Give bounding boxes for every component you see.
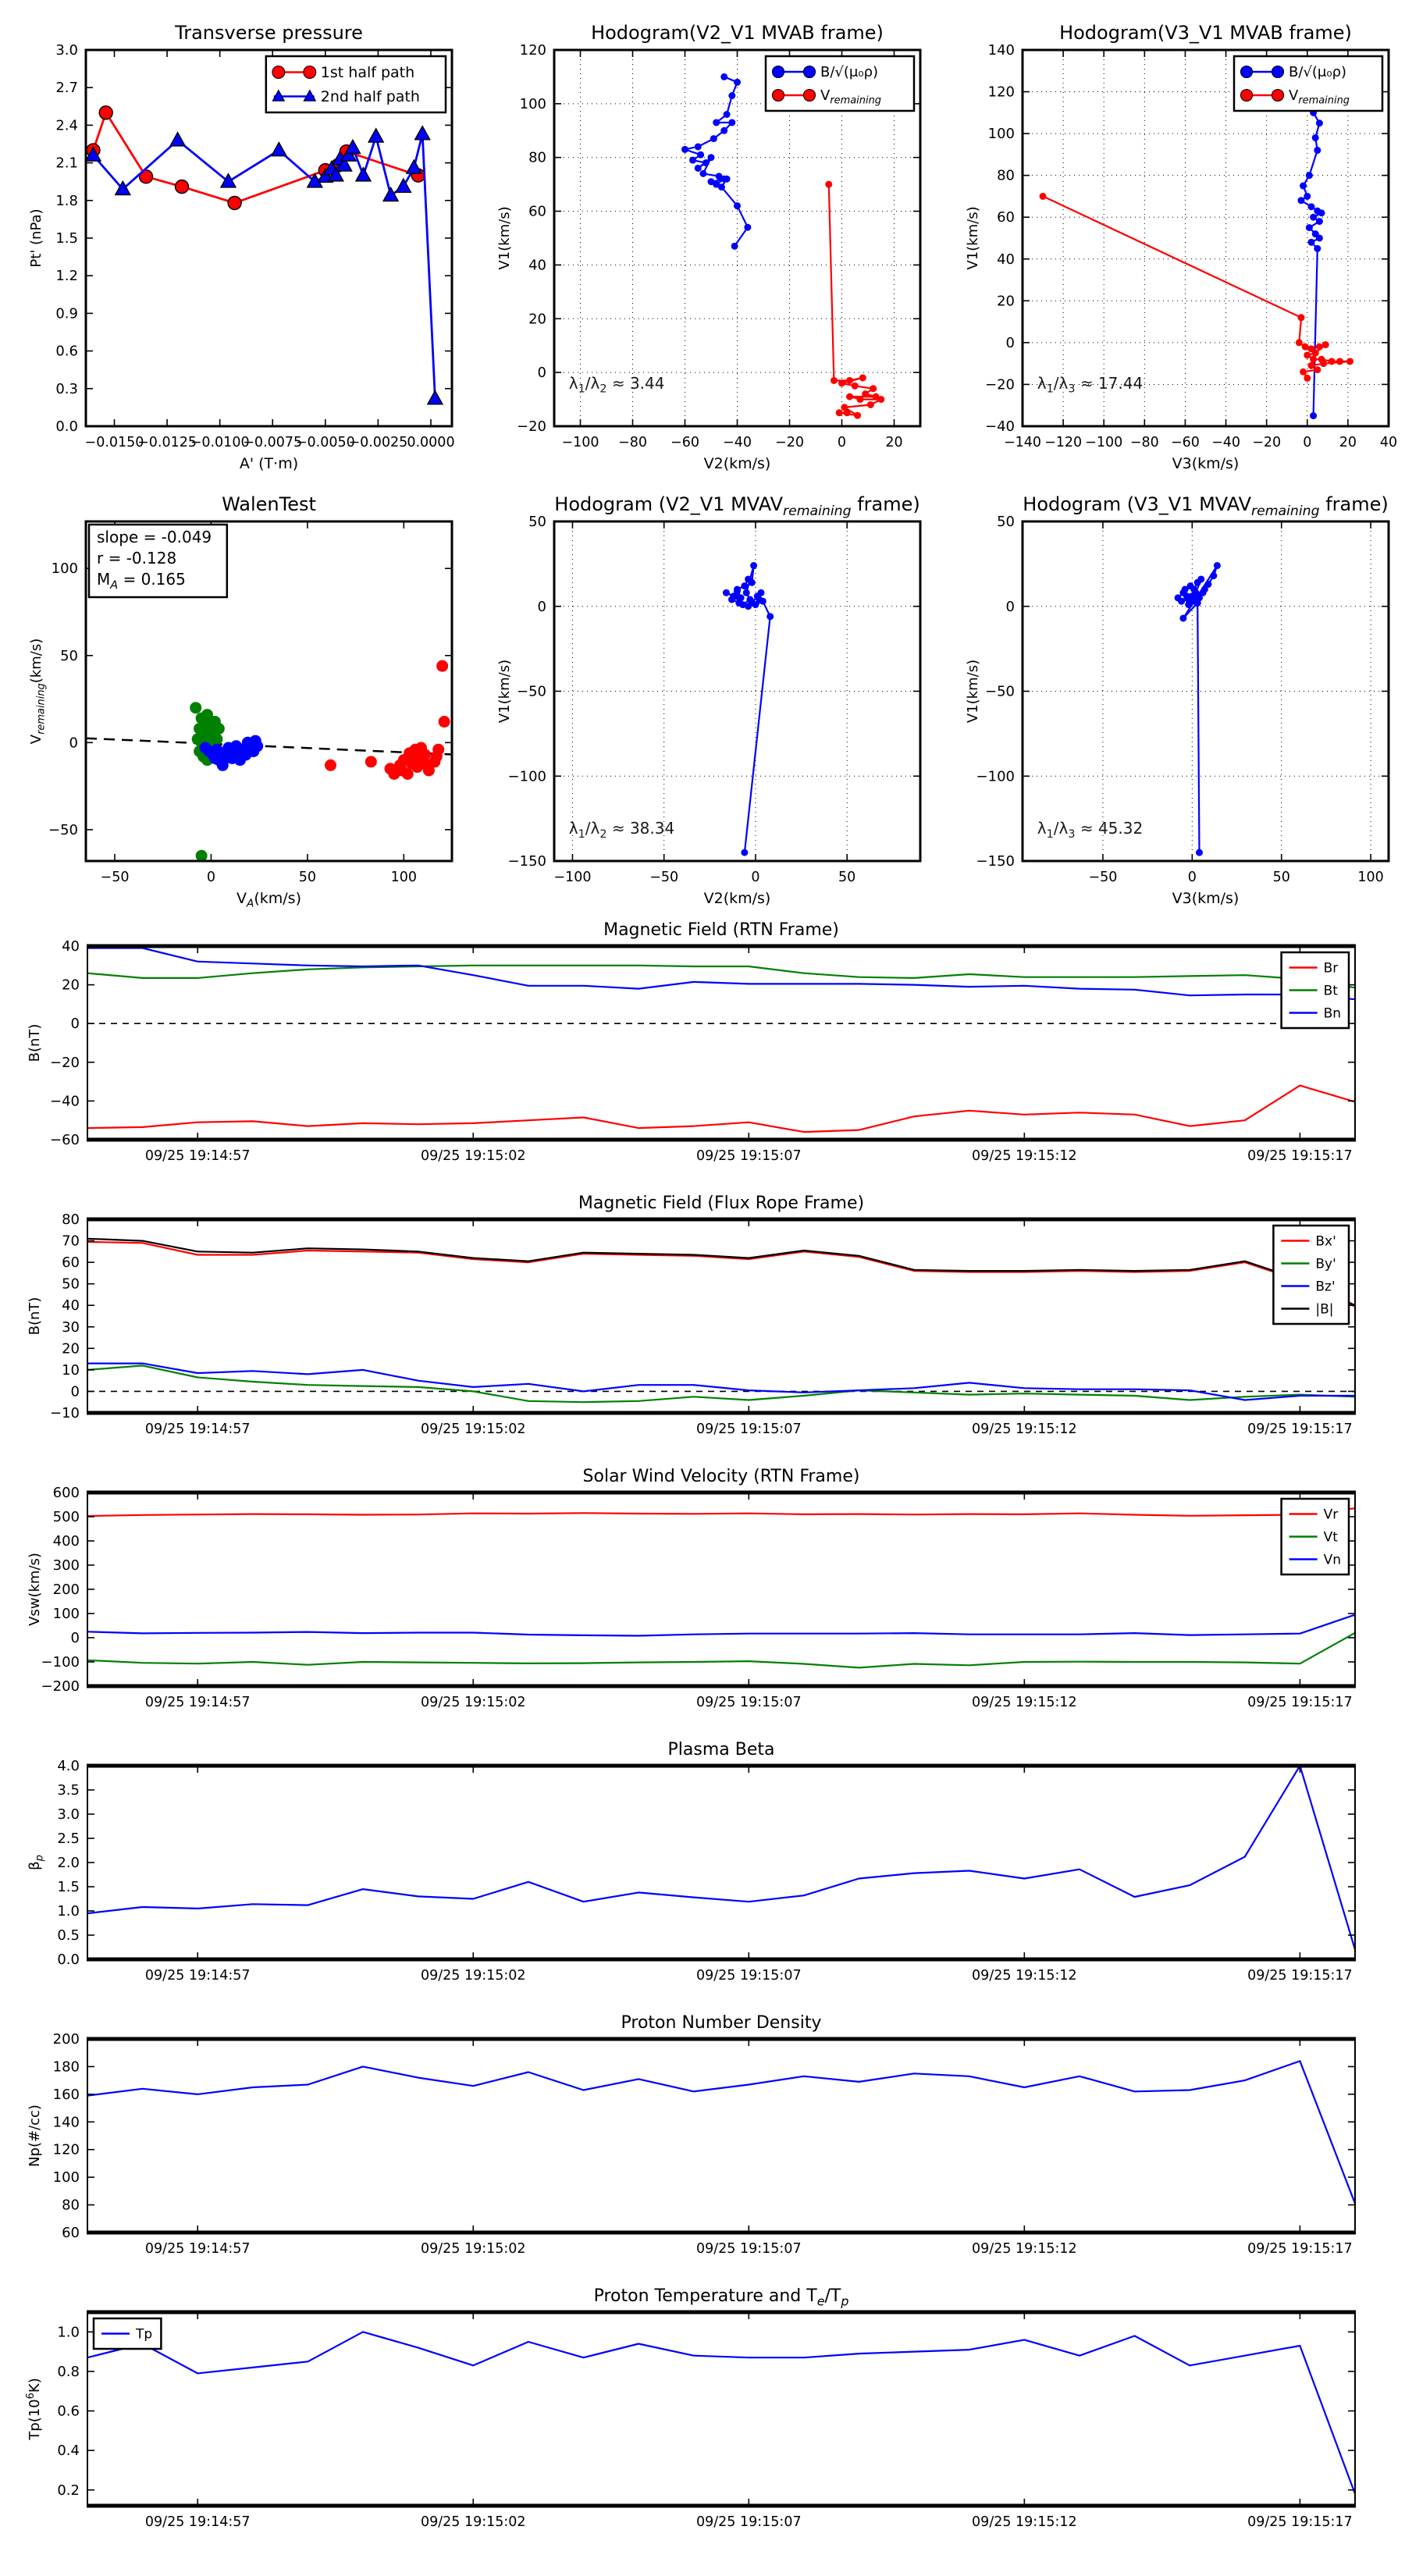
svg-text:−50: −50: [48, 821, 78, 838]
svg-text:120: 120: [987, 84, 1015, 101]
svg-text:−40: −40: [723, 435, 752, 450]
magnetic-field-flux-rope-plot: [22, 1187, 1386, 1452]
svg-text:λ1/λ2 ≈ 38.34: $\lambda_1/\lambda_2 \approx 38.34$: [568, 819, 675, 841]
chart-solar-wind-velocity: [22, 1460, 1386, 1725]
svg-text:0: 0: [837, 435, 847, 450]
proton-temperature-plot: [22, 2279, 1386, 2545]
svg-text:−100: −100: [561, 435, 599, 450]
svg-text:09/25 19:15:07: 09/25 19:15:07: [696, 1968, 802, 1984]
svg-text:0.2: 0.2: [57, 2482, 80, 2499]
svg-text:2.1: 2.1: [55, 155, 78, 172]
svg-text:−20: −20: [517, 418, 546, 435]
svg-text:80: 80: [62, 1212, 80, 1228]
svg-text:80: 80: [62, 2197, 80, 2214]
svg-text:B/√(μ₀ρ): B/√(μ₀ρ): [1289, 64, 1347, 81]
svg-text:09/25 19:15:17: 09/25 19:15:17: [1247, 1421, 1353, 1437]
svg-text:300: 300: [52, 1557, 80, 1574]
svg-text:−0.0075: −0.0075: [243, 435, 303, 450]
chart-walen-test: [23, 486, 464, 911]
svg-text:1.5: 1.5: [55, 230, 78, 247]
svg-text:−20: −20: [50, 1054, 80, 1071]
svg-text:400: 400: [52, 1533, 80, 1550]
svg-text:WalenTest: WalenTest: [222, 493, 316, 515]
svg-text:Hodogram(V2_V1 MVAB frame): Hodogram(V2_V1 MVAB frame): [591, 22, 884, 44]
svg-text:Bx': Bx': [1315, 1233, 1336, 1250]
svg-text:100: 100: [519, 95, 546, 112]
svg-text:09/25 19:15:17: 09/25 19:15:17: [1247, 1968, 1353, 1984]
svg-text:1.2: 1.2: [55, 268, 78, 285]
svg-text:09/25 19:14:57: 09/25 19:14:57: [144, 1148, 251, 1164]
svg-text:100: 100: [987, 126, 1015, 143]
svg-text:−100: −100: [41, 1654, 80, 1670]
svg-text:80: 80: [997, 167, 1015, 184]
solar-wind-velocity-plot: [22, 1460, 1386, 1725]
svg-text:100: 100: [1357, 870, 1384, 885]
svg-text:09/25 19:14:57: 09/25 19:14:57: [144, 2514, 251, 2530]
svg-text:80: 80: [528, 149, 546, 166]
svg-text:09/25 19:15:12: 09/25 19:15:12: [972, 2514, 1077, 2530]
svg-text:−50: −50: [1088, 870, 1118, 885]
svg-text:−40: −40: [1211, 435, 1241, 450]
svg-text:V1(km/s): V1(km/s): [496, 206, 513, 270]
svg-text:100: 100: [52, 1606, 80, 1622]
chart-hodogram-v3v1-mvav: [960, 486, 1401, 911]
svg-text:0: 0: [751, 870, 760, 885]
svg-text:30: 30: [62, 1318, 80, 1336]
chart-hodogram-v2v1-mvab: [492, 9, 933, 476]
svg-text:−80: −80: [1129, 435, 1159, 450]
svg-text:−60: −60: [50, 1132, 80, 1148]
svg-text:50: 50: [298, 870, 317, 885]
svg-text:3.0: 3.0: [57, 1806, 80, 1823]
svg-text:−0.0125: −0.0125: [137, 435, 197, 450]
svg-text:−20: −20: [985, 376, 1015, 393]
proton-number-density-plot: [22, 2006, 1386, 2272]
svg-text:0.0: 0.0: [55, 418, 78, 435]
svg-text:50: 50: [838, 870, 856, 885]
svg-text:09/25 19:15:02: 09/25 19:15:02: [420, 1148, 526, 1164]
svg-text:0.6: 0.6: [57, 2403, 80, 2420]
svg-text:−50: −50: [100, 870, 130, 885]
svg-text:0: 0: [1005, 334, 1015, 351]
svg-text:Vsw(km/s): Vsw(km/s): [27, 1553, 43, 1626]
svg-text:1.8: 1.8: [55, 192, 78, 209]
svg-text:100: 100: [390, 870, 417, 885]
svg-text:Bt: Bt: [1323, 983, 1338, 999]
svg-text:−140: −140: [1003, 435, 1042, 450]
hodogram-v2v1-mvav-plot: [492, 486, 933, 911]
svg-text:−100: −100: [553, 870, 592, 885]
svg-text:Vr: Vr: [1323, 1507, 1339, 1523]
svg-text:βp: $\beta_p$: [27, 1855, 46, 1870]
svg-text:50: 50: [997, 514, 1015, 530]
svg-text:Bz': Bz': [1315, 1279, 1336, 1295]
svg-text:Magnetic Field (RTN Frame): Magnetic Field (RTN Frame): [603, 920, 839, 940]
chart-plasma-beta: [22, 1733, 1386, 1998]
magnetic-field-rtn-plot: [22, 913, 1386, 1179]
svg-text:60: 60: [62, 2225, 80, 2241]
svg-text:0: 0: [70, 1016, 80, 1033]
svg-text:09/25 19:15:12: 09/25 19:15:12: [972, 1695, 1077, 1710]
svg-text:600: 600: [52, 1485, 80, 1501]
svg-text:−100: −100: [1085, 435, 1123, 450]
svg-text:4.0: 4.0: [57, 1758, 80, 1774]
svg-text:180: 180: [52, 2058, 80, 2076]
svg-text:40: 40: [62, 1297, 80, 1315]
svg-text:20: 20: [885, 435, 903, 450]
svg-text:2.4: 2.4: [55, 117, 78, 134]
svg-text:−60: −60: [1170, 435, 1200, 450]
hodogram-v2v1-mvab-plot: [492, 9, 933, 476]
svg-text:09/25 19:15:12: 09/25 19:15:12: [972, 1421, 1077, 1437]
svg-text:−20: −20: [1252, 435, 1282, 450]
svg-text:09/25 19:15:02: 09/25 19:15:02: [420, 2241, 526, 2257]
transverse-pressure-plot: [23, 9, 464, 476]
svg-text:2nd half path: 2nd half path: [320, 87, 420, 105]
svg-text:1.5: 1.5: [57, 1879, 80, 1895]
svg-text:1st half path: 1st half path: [320, 63, 415, 81]
svg-text:V1(km/s): V1(km/s): [965, 659, 981, 724]
svg-text:09/25 19:14:57: 09/25 19:14:57: [144, 2241, 251, 2257]
svg-text:Vt: Vt: [1323, 1529, 1338, 1546]
svg-text:Hodogram(V3_V1 MVAB frame): Hodogram(V3_V1 MVAB frame): [1059, 22, 1352, 44]
svg-text:3.5: 3.5: [57, 1782, 80, 1799]
svg-text:60: 60: [528, 203, 546, 220]
chart-hodogram-v3v1-mvab: [960, 9, 1401, 476]
svg-text:0: 0: [70, 1383, 80, 1400]
svg-text:Np(#/cc): Np(#/cc): [27, 2105, 43, 2167]
svg-text:0: 0: [1303, 435, 1312, 450]
svg-text:slope = -0.049: slope = -0.049: [97, 528, 212, 546]
svg-text:Proton Number Density: Proton Number Density: [621, 2013, 822, 2033]
svg-text:VA(km/s): $V_A(km/s)$: [237, 890, 301, 910]
svg-text:V3(km/s): V3(km/s): [1172, 455, 1240, 472]
svg-text:0: 0: [1005, 598, 1015, 615]
svg-text:−10: −10: [50, 1405, 80, 1421]
svg-text:−60: −60: [670, 435, 699, 450]
chart-proton-number-density: [22, 2006, 1386, 2272]
svg-text:0: 0: [70, 1630, 80, 1646]
svg-text:09/25 19:15:12: 09/25 19:15:12: [972, 1148, 1077, 1164]
svg-text:20: 20: [997, 293, 1015, 310]
svg-text:Solar Wind Velocity (RTN Frame: Solar Wind Velocity (RTN Frame): [582, 1467, 860, 1486]
svg-text:V1(km/s): V1(km/s): [496, 659, 513, 724]
svg-text:20: 20: [528, 311, 546, 328]
svg-text:Vremaining: $V_{remaining}$: [820, 87, 882, 107]
svg-text:λ1/λ3 ≈ 17.44: $\lambda_1/\lambda_3 \approx 17.44$: [1037, 373, 1144, 396]
svg-text:Bn: Bn: [1323, 1005, 1342, 1022]
svg-text:140: 140: [987, 42, 1015, 59]
svg-text:0.3: 0.3: [55, 380, 78, 397]
svg-text:50: 50: [528, 514, 546, 530]
svg-text:−50: −50: [649, 870, 679, 885]
svg-text:40: 40: [1379, 435, 1398, 450]
svg-text:20: 20: [62, 1340, 80, 1357]
svg-text:0: 0: [1187, 870, 1197, 885]
hodogram-v3v1-mvav-plot: [960, 486, 1401, 911]
svg-text:200: 200: [52, 2031, 80, 2048]
svg-text:−40: −40: [985, 418, 1015, 435]
svg-text:V2(km/s): V2(km/s): [703, 455, 771, 472]
svg-text:40: 40: [528, 257, 546, 274]
svg-text:70: 70: [62, 1233, 80, 1250]
svg-text:09/25 19:15:12: 09/25 19:15:12: [972, 2241, 1077, 2257]
svg-text:Transverse pressure: Transverse pressure: [175, 22, 363, 44]
svg-text:MA = 0.165: $M_A = 0.165$: [97, 570, 186, 592]
svg-text:V1(km/s): V1(km/s): [965, 206, 981, 270]
svg-text:09/25 19:14:57: 09/25 19:14:57: [144, 1695, 251, 1710]
chart-magnetic-field-flux-rope: [22, 1187, 1386, 1452]
svg-text:−50: −50: [985, 683, 1015, 700]
svg-text:−80: −80: [618, 435, 647, 450]
svg-text:40: 40: [997, 251, 1015, 268]
svg-text:09/25 19:15:02: 09/25 19:15:02: [420, 1968, 526, 1984]
svg-text:09/25 19:15:02: 09/25 19:15:02: [420, 1421, 526, 1437]
svg-text:0.4: 0.4: [57, 2443, 80, 2460]
svg-text:60: 60: [997, 209, 1015, 226]
svg-text:−0.0100: −0.0100: [190, 435, 250, 450]
svg-text:0: 0: [69, 735, 78, 752]
chart-proton-temperature: [22, 2279, 1386, 2545]
svg-text:200: 200: [52, 1582, 80, 1598]
svg-text:Vn: Vn: [1323, 1552, 1342, 1568]
svg-text:0.6: 0.6: [55, 343, 78, 360]
svg-text:0.9: 0.9: [55, 305, 78, 322]
svg-text:20: 20: [1339, 435, 1357, 450]
svg-text:09/25 19:15:17: 09/25 19:15:17: [1247, 2514, 1353, 2530]
svg-text:0: 0: [537, 598, 546, 615]
svg-text:V3(km/s): V3(km/s): [1172, 890, 1240, 907]
svg-text:40: 40: [62, 938, 80, 955]
svg-text:−0.0025: −0.0025: [348, 435, 408, 450]
svg-text:B(nT): B(nT): [27, 1297, 43, 1336]
svg-text:1.0: 1.0: [57, 2324, 80, 2341]
svg-text:09/25 19:15:07: 09/25 19:15:07: [696, 1421, 802, 1437]
svg-text:100: 100: [51, 560, 78, 578]
svg-text:Magnetic Field (Flux Rope Fram: Magnetic Field (Flux Rope Frame): [578, 1194, 865, 1213]
svg-text:0: 0: [206, 870, 216, 885]
svg-text:140: 140: [52, 2114, 80, 2131]
svg-text:09/25 19:15:07: 09/25 19:15:07: [696, 1695, 802, 1710]
svg-text:09/25 19:15:17: 09/25 19:15:17: [1247, 1695, 1353, 1710]
svg-text:09/25 19:14:57: 09/25 19:14:57: [144, 1968, 251, 1984]
plasma-beta-plot: [22, 1733, 1386, 1998]
svg-text:2.0: 2.0: [57, 1855, 80, 1871]
svg-text:2.5: 2.5: [57, 1831, 80, 1847]
svg-text:09/25 19:15:17: 09/25 19:15:17: [1247, 2241, 1353, 2257]
svg-text:60: 60: [62, 1254, 80, 1272]
svg-text:V2(km/s): V2(km/s): [703, 890, 771, 907]
svg-text:0.0: 0.0: [57, 1952, 80, 1968]
svg-text:50: 50: [1272, 870, 1290, 885]
svg-text:−0.0050: −0.0050: [295, 435, 355, 450]
svg-text:−20: −20: [775, 435, 804, 450]
svg-text:λ1/λ3 ≈ 45.32: $\lambda_1/\lambda_3 \approx 45.32$: [1037, 819, 1144, 841]
svg-text:−40: −40: [50, 1093, 80, 1110]
svg-text:50: 50: [60, 647, 78, 664]
svg-text:|B|: |B|: [1315, 1301, 1334, 1318]
svg-text:−150: −150: [507, 853, 546, 870]
svg-text:Vremaining: $V_{remaining}$: [1289, 87, 1350, 107]
chart-transverse-pressure: [23, 9, 464, 476]
hodogram-v3v1-mvab-plot: [960, 9, 1401, 476]
svg-text:B(nT): B(nT): [27, 1023, 43, 1062]
svg-text:B/√(μ₀ρ): B/√(μ₀ρ): [820, 64, 879, 81]
svg-text:Hodogram (V3_V1 MVAVremaining: Hodogram (V3_V1 $MVAV_{remaining}$ frame): [1023, 493, 1389, 519]
svg-text:0.0000: 0.0000: [407, 435, 455, 450]
svg-text:0.8: 0.8: [57, 2363, 80, 2380]
svg-text:09/25 19:15:02: 09/25 19:15:02: [420, 2514, 526, 2530]
svg-text:09/25 19:15:07: 09/25 19:15:07: [696, 2241, 802, 2257]
svg-text:r = -0.128: r = -0.128: [97, 549, 177, 568]
svg-text:09/25 19:15:02: 09/25 19:15:02: [420, 1695, 526, 1710]
svg-text:3.0: 3.0: [55, 42, 78, 59]
svg-text:50: 50: [62, 1276, 80, 1293]
svg-text:0.5: 0.5: [57, 1927, 80, 1944]
svg-text:Hodogram (V2_V1 MVAVremaining: Hodogram (V2_V1 $MVAV_{remaining}$ frame): [554, 493, 920, 519]
svg-text:2.7: 2.7: [55, 80, 78, 97]
svg-text:Proton Temperature and Te/Tp: Proton Temperature and $T_e/T_p$: [593, 2286, 849, 2309]
svg-text:Tp(106K): $Tp(10^6K)$: [25, 2378, 43, 2440]
svg-text:−100: −100: [976, 768, 1015, 785]
svg-text:09/25 19:14:57: 09/25 19:14:57: [144, 1421, 251, 1437]
svg-text:0: 0: [537, 365, 546, 382]
svg-text:−100: −100: [507, 768, 546, 785]
svg-text:Pt' (nPa): Pt' (nPa): [28, 208, 44, 268]
svg-text:120: 120: [52, 2141, 80, 2158]
svg-text:120: 120: [519, 42, 546, 59]
svg-text:−150: −150: [976, 853, 1015, 870]
svg-text:A' (T·m): A' (T·m): [239, 455, 299, 472]
svg-text:Br: Br: [1323, 960, 1339, 977]
svg-text:100: 100: [52, 2169, 80, 2186]
svg-text:Plasma Beta: Plasma Beta: [667, 1740, 775, 1759]
svg-text:−0.0150: −0.0150: [84, 435, 144, 450]
svg-text:−120: −120: [1044, 435, 1083, 450]
svg-text:1.0: 1.0: [57, 1903, 80, 1920]
svg-text:160: 160: [52, 2086, 80, 2103]
svg-text:−50: −50: [517, 683, 546, 700]
svg-text:20: 20: [62, 977, 80, 994]
svg-text:09/25 19:15:17: 09/25 19:15:17: [1247, 1148, 1353, 1164]
svg-text:10: 10: [62, 1361, 80, 1379]
walen-test-plot: [23, 486, 464, 911]
svg-text:09/25 19:15:12: 09/25 19:15:12: [972, 1968, 1077, 1984]
svg-text:09/25 19:15:07: 09/25 19:15:07: [696, 1148, 802, 1164]
svg-text:Tp: Tp: [136, 2326, 153, 2343]
svg-text:Vremaining(km/s): $V_{remaining}(km/s)$: [28, 638, 48, 745]
svg-text:09/25 19:15:07: 09/25 19:15:07: [696, 2514, 802, 2530]
chart-magnetic-field-rtn: [22, 913, 1386, 1179]
svg-text:By': By': [1315, 1256, 1336, 1272]
svg-text:−200: −200: [41, 1678, 80, 1695]
svg-text:500: 500: [52, 1509, 80, 1525]
svg-text:λ1/λ2 ≈ 3.44: $\lambda_1/\lambda_2 \approx 3.44$: [568, 373, 665, 396]
chart-hodogram-v2v1-mvav: [492, 486, 933, 911]
